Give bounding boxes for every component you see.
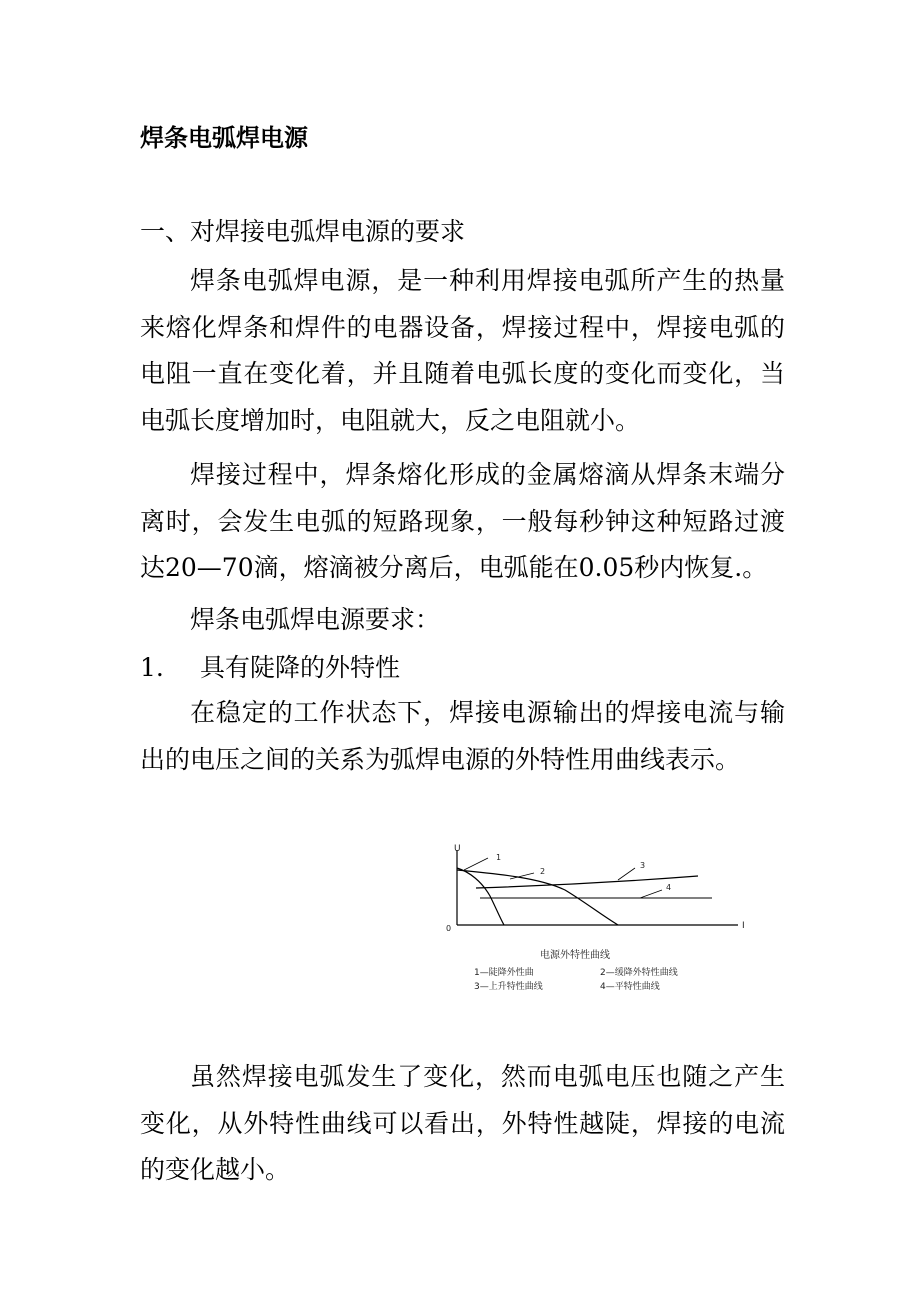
x-axis-label: I bbox=[742, 921, 745, 931]
figure-caption: 电源外特性曲线 bbox=[540, 950, 610, 961]
list-item-number: 1. bbox=[140, 653, 164, 682]
curve-label-4: 4 bbox=[666, 883, 672, 892]
origin-label: 0 bbox=[446, 924, 452, 933]
legend-item-4: 4—平特性曲线 bbox=[600, 982, 660, 992]
paragraph-2: 焊接过程中，焊条熔化形成的金属熔滴从焊条末端分离时，会发生电弧的短路现象，一般每秒钟这种短路过渡达20—70滴，熔滴被分离后，电弧能在0.05秒内恢复.。 bbox=[140, 460, 785, 582]
section-heading: 一、对焊接电弧焊电源的要求 bbox=[140, 217, 466, 246]
list-item-text: 具有陡降的外特性 bbox=[200, 653, 401, 682]
legend-item-3: 3—上升特性曲线 bbox=[474, 982, 543, 992]
curve-1 bbox=[457, 868, 504, 925]
curve-label-1: 1 bbox=[496, 853, 502, 862]
paragraph-5: 虽然焊接电弧发生了变化，然而电弧电压也随之产生变化，从外特性曲线可以看出，外特性越陡，焊接的电流的变化越小。 bbox=[140, 1062, 785, 1184]
curve-3 bbox=[476, 876, 698, 888]
document-title: 焊条电弧焊电源 bbox=[140, 123, 308, 152]
paragraph-3: 焊条电弧焊电源要求： bbox=[190, 605, 441, 634]
curve-label-2: 2 bbox=[540, 867, 546, 876]
curve-label-3: 3 bbox=[640, 861, 646, 870]
paragraph-1: 焊条电弧焊电源，是一种利用焊接电弧所产生的热量来熔化焊条和焊件的电器设备，焊接过程中，焊接电弧的电阻一直在变化着，并且随着电弧长度的变化而变化，当电弧长度增加时，电阻就大，反之电阻就小。 bbox=[140, 266, 785, 435]
list-item-1 bbox=[140, 648, 400, 688]
paragraph-4: 在稳定的工作状态下，焊接电源输出的焊接电流与输出的电压之间的关系为弧焊电源的外特性用曲线表示。 bbox=[140, 698, 785, 774]
characteristic-curve-figure bbox=[440, 838, 760, 998]
legend-item-1: 1—陡降外性曲 bbox=[474, 968, 534, 978]
legend-item-2: 2—缓降外特性曲线 bbox=[600, 968, 678, 978]
y-axis-label: U bbox=[454, 844, 461, 854]
curve-diagram bbox=[440, 838, 760, 998]
